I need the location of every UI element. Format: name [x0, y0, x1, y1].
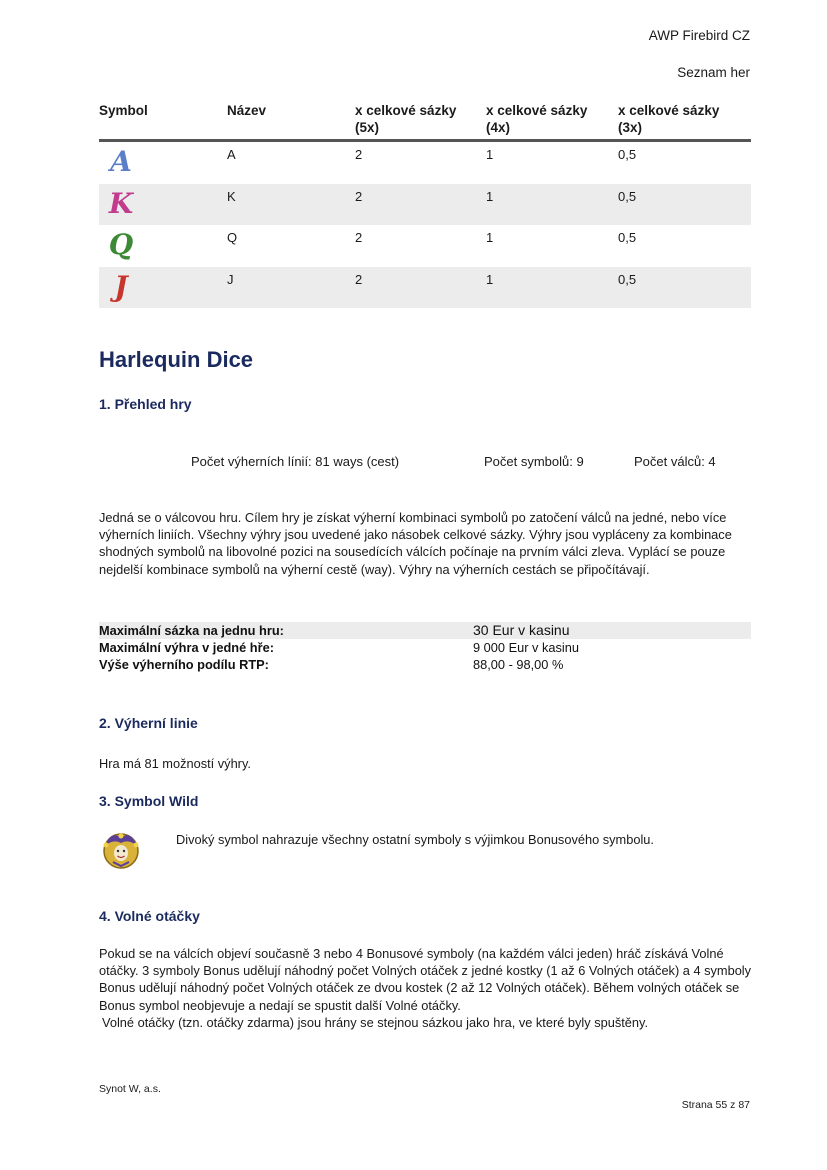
jester-wild-icon	[100, 828, 142, 870]
cell-5x: 2	[355, 147, 363, 162]
game-title: Harlequin Dice	[99, 347, 254, 372]
cell-5x: 2	[355, 188, 363, 204]
cell-3x: 0,5	[618, 188, 637, 204]
param-row	[99, 622, 751, 639]
page-number: Strana 55 z 87	[681, 1099, 750, 1111]
col-4x: x celkové sázky (4x)	[486, 103, 588, 135]
cell-5x: 2	[355, 271, 363, 287]
paytable	[99, 102, 751, 308]
footer-company: Synot W, a.s.	[99, 1083, 161, 1095]
table-row	[99, 225, 751, 267]
free-spins-text-2: Volné otáčky (tzn. otáčky zdarma) jsou hrány se stejnou sázkou jako hra, ve které byly spuštěny.	[102, 1015, 649, 1030]
header-company: AWP Firebird CZ	[648, 28, 750, 43]
paytable-header	[99, 102, 751, 142]
cell-4x: 1	[486, 230, 494, 245]
param-value: 30 Eur v kasinu	[473, 622, 570, 638]
stat-paylines: Počet výherních línií: 81 ways (cest)	[191, 454, 400, 469]
param-label: Maximální výhra v jedné hře:	[99, 640, 274, 655]
section-heading-wild: 3. Symbol Wild	[99, 793, 199, 809]
cell-3x: 0,5	[618, 271, 637, 287]
stat-symbols: Počet symbolů: 9	[484, 454, 584, 469]
col-3x: x celkové sázky (3x)	[618, 103, 720, 135]
overview-description: Jedná se o válcovou hru. Cílem hry je získat výherní kombinaci symbolů po zatočení válců na jedné, nebo více výherních liniích. Všechny výhry jsou uvedené jako násobek celkové sázky. Výhry jsou vypláceny za kombinace shodných symbolů na libovolné pozici na sousedících válcích počínaje na prvním válci zleva. Vyplácí se pouze nejdelší kombinace symbolů na výherní cestě (way). Výhry na výherních cestách se připočítávají.	[99, 510, 732, 577]
symbol-q-icon: Q	[108, 228, 134, 261]
section-heading-overview: 1. Přehled hry	[99, 396, 192, 412]
col-name: Název	[227, 103, 267, 118]
paylines-text: Hra má 81 možností výhry.	[99, 756, 251, 771]
cell-name: Q	[227, 230, 238, 245]
section-heading-paylines: 2. Výherní linie	[99, 715, 198, 731]
table-row	[99, 184, 751, 226]
header-section: Seznam her	[677, 65, 750, 80]
cell-3x: 0,5	[618, 230, 637, 245]
symbol-a-icon: A	[110, 145, 132, 178]
cell-4x: 1	[486, 188, 494, 204]
symbol-k-icon: K	[108, 186, 134, 220]
table-row	[99, 267, 751, 309]
stat-reels: Počet válců: 4	[634, 454, 716, 469]
game-parameters	[99, 622, 751, 673]
cell-4x: 1	[486, 147, 494, 162]
cell-4x: 1	[486, 271, 494, 287]
param-value: 88,00 - 98,00 %	[473, 657, 564, 672]
col-5x: x celkové sázky (5x)	[355, 103, 457, 135]
cell-3x: 0,5	[618, 147, 637, 162]
section-heading-free-spins: 4. Volné otáčky	[99, 908, 200, 924]
param-row	[99, 639, 751, 656]
cell-5x: 2	[355, 230, 363, 245]
param-label: Maximální sázka na jednu hru:	[99, 623, 284, 638]
cell-name: J	[227, 271, 234, 287]
param-value: 9 000 Eur v kasinu	[473, 640, 579, 655]
cell-name: K	[227, 188, 236, 204]
col-symbol: Symbol	[99, 103, 148, 118]
cell-name: A	[227, 147, 236, 162]
symbol-j-icon: J	[114, 269, 128, 303]
param-row	[99, 656, 751, 673]
param-label: Výše výherního podílu RTP:	[99, 657, 269, 672]
wild-text: Divoký symbol nahrazuje všechny ostatní symboly s výjimkou Bonusového symbolu.	[176, 832, 654, 847]
free-spins-text: Pokud se na válcích objeví současně 3 nebo 4 Bonusové symboly (na každém válci jeden) hráč získává Volné otáčky. 3 symboly Bonus udělují náhodný počet Volných otáček z jedné kostky (1 až 6 Volných otáček) a 4 symboly Bonus udělují náhodný počet Volných otáček ze dvou kostek (2 až 12 Volných otáček). Během volných otáček se Bonus symbol neobjevuje a nedají se spustit další Volné otáčky.	[99, 946, 752, 1013]
table-row	[99, 142, 751, 184]
